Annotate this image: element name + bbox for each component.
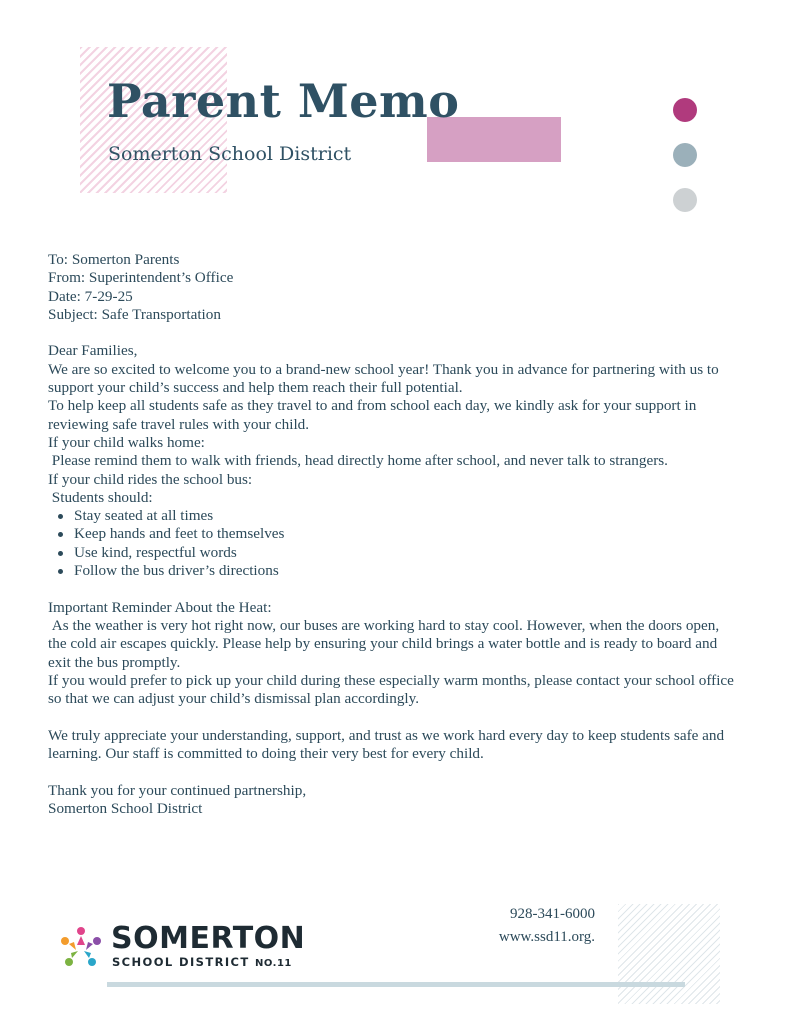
list-item: Follow the bus driver’s directions xyxy=(56,562,738,580)
list-item: Stay seated at all times xyxy=(56,507,738,525)
appreciation-text: We truly appreciate your understanding, support, and trust as we work hard every day to keep students safe and learning. Our staff is committed to doing their very best for every child. xyxy=(48,726,725,763)
memo-body xyxy=(48,251,738,818)
page-subtitle: Somerton School District xyxy=(108,143,352,165)
logo-sub-text: SCHOOL DISTRICT xyxy=(112,955,250,969)
logo-name: SOMERTON xyxy=(111,921,306,956)
memo-from: From: Superintendent’s Office xyxy=(48,269,234,287)
memo-greeting: Dear Families, xyxy=(48,342,138,360)
bus-intro: Students should: xyxy=(48,488,153,506)
list-item: Use kind, respectful words xyxy=(56,544,738,562)
bus-heading: If your child rides the school bus: xyxy=(48,470,253,488)
website-link[interactable]: www.ssd11.org. xyxy=(498,929,595,945)
list-item: Keep hands and feet to themselves xyxy=(56,525,738,543)
memo-intro-1: We are so excited to welcome you to a brand-new school year! Thank you in advance for partnering with us to support your child’s success and help them reach their full potential. xyxy=(48,360,719,397)
heat-heading: Important Reminder About the Heat: xyxy=(48,598,272,616)
phone-number: 928-341-6000 xyxy=(510,906,595,922)
logo-number: NO.11 xyxy=(255,958,292,969)
decorative-dot-magenta xyxy=(673,98,697,122)
decorative-dot-blue xyxy=(673,143,697,167)
walk-text: Please remind them to walk with friends, head directly home after school, and never talk to strangers. xyxy=(48,452,668,470)
signature-text: Somerton School District xyxy=(48,799,203,817)
memo-intro-2: To help keep all students safe as they travel to and from school each day, we kindly ask for your support in reviewing safe travel rules with your child. xyxy=(48,397,697,433)
footer-divider xyxy=(107,982,685,987)
memo-date: Date: 7-29-25 xyxy=(48,287,133,305)
district-logo xyxy=(58,923,308,973)
starburst-people-icon xyxy=(58,925,104,969)
decorative-dot-gray xyxy=(673,188,697,212)
decorative-hatch-bottom xyxy=(618,904,720,1004)
contact-info xyxy=(499,903,595,949)
page-title: Parent Memo xyxy=(107,74,460,128)
logo-subtitle xyxy=(112,955,292,969)
bus-rules-list xyxy=(48,507,738,580)
walk-heading: If your child walks home: xyxy=(48,433,205,451)
closing-text: Thank you for your continued partnership, xyxy=(48,781,307,799)
memo-to: To: Somerton Parents xyxy=(48,251,180,268)
memo-subject: Subject: Safe Transportation xyxy=(48,305,221,323)
heat-text: As the weather is very hot right now, our buses are working hard to stay cool. However, when the doors open, the cold air escapes quickly. Please help by ensuring your child brings a water bottle and is ready to board and exit the bus promptly. xyxy=(48,616,723,671)
pickup-text: If you would prefer to pick up your child during these especially warm months, please contact your school office so that we can adjust your child’s dismissal plan accordingly. xyxy=(48,671,734,708)
